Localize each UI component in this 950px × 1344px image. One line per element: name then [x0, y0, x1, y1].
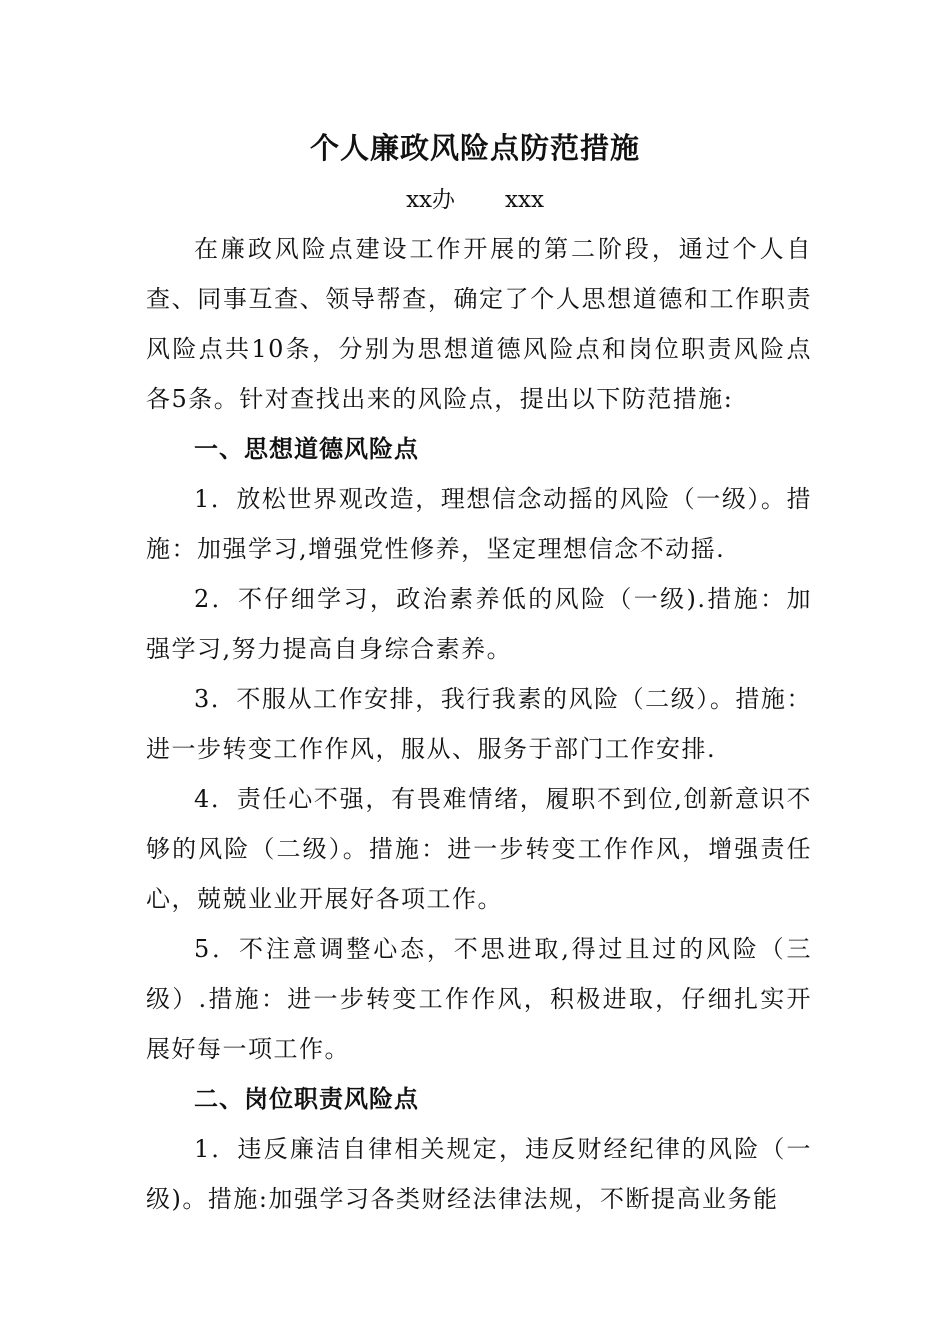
measure-item-1-4: 4．责任心不强，有畏难情绪，履职不到位,创新意识不够的风险（二级）。措施：进一步转变工作作风，增强责任心，兢兢业业开展好各项工作。: [146, 785, 812, 913]
section-heading-1: 一、思想道德风险点: [194, 435, 419, 463]
section-heading-2: 二、岗位职责风险点: [194, 1085, 419, 1113]
intro-paragraph: 在廉政风险点建设工作开展的第二阶段，通过个人自查、同事互查、领导帮查，确定了个人思想道德和工作职责风险点共10条，分别为思想道德风险点和岗位职责风险点各5条。针对查找出来的风险点，提出以下防范措施:: [146, 235, 812, 413]
measure-item-1-3: 3．不服从工作安排，我行我素的风险（二级）。措施：进一步转变工作作风，服从、服务于部门工作安排.: [146, 685, 812, 763]
measure-item-2-1: 1．违反廉洁自律相关规定，违反财经纪律的风险（一级)。措施:加强学习各类财经法律法规，不断提高业务能: [146, 1135, 812, 1213]
document-title: 个人廉政风险点防范措施: [309, 131, 640, 165]
author-line: [0, 183, 950, 217]
measure-item-1-5: 5．不注意调整心态，不思进取,得过且过的风险（三级）.措施：进一步转变工作作风，积极进取，仔细扎实开展好每一项工作。: [146, 935, 812, 1063]
measure-item-1-2: 2．不仔细学习，政治素养低的风险（一级).措施：加强学习,努力提高自身综合素养。: [146, 585, 812, 663]
document-body: [146, 224, 812, 1224]
author-name: xxx: [505, 187, 544, 213]
measure-item-1-1: 1．放松世界观改造，理想信念动摇的风险（一级）。措施：加强学习,增强党性修养，坚定理想信念不动摇.: [146, 485, 812, 563]
author-office: xx办: [406, 187, 456, 213]
